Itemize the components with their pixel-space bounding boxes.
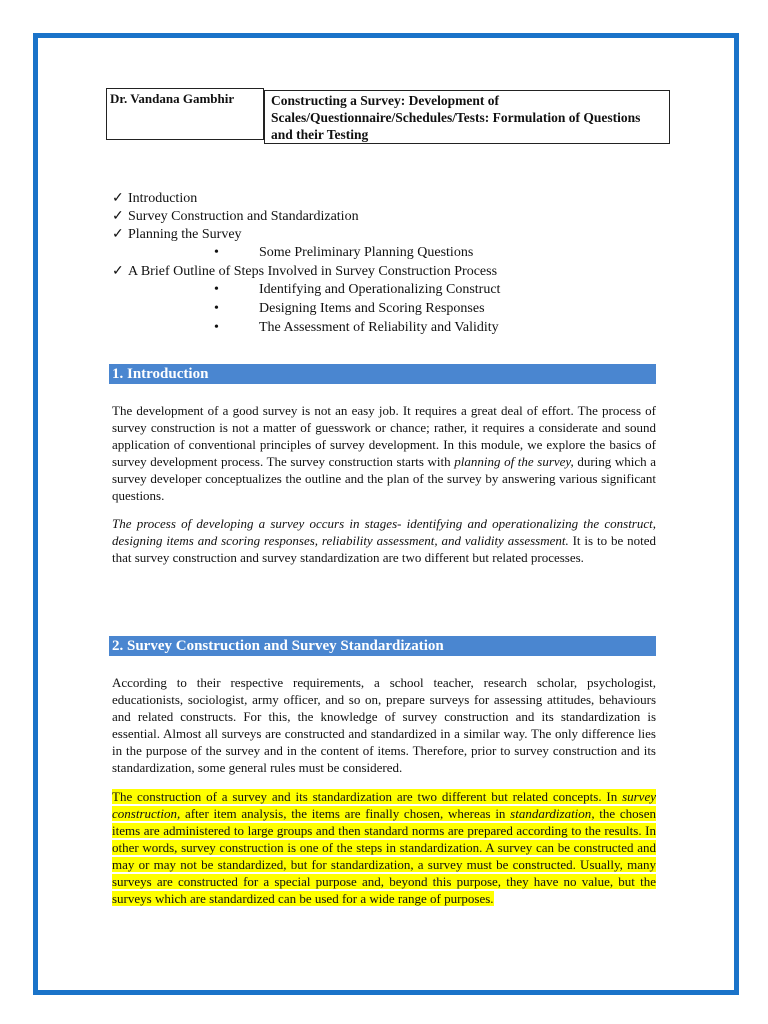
header-table: [106, 88, 670, 144]
toc-subitem-label: Identifying and Operationalizing Construct: [259, 282, 501, 297]
survey-construction-paragraph-1: According to their respective requirements, a school teacher, research scholar, psychologist, educationists, sociologist, army officer, and so on, prepare surveys for assessing attitudes, behaviours and related constructs. For this, the knowledge of survey construction and its standardization is essential. Almost all surveys are constructed and standardized in a similar way. The only difference lies in the purpose of the survey and in the content of items. Therefore, prior to survey construction and its standardization, some general rules must be considered.: [112, 675, 656, 775]
checkmark-icon: ✓: [112, 227, 124, 242]
toc-item-steps-outline: [112, 263, 672, 281]
checkmark-icon: ✓: [112, 264, 124, 279]
bullet-icon: •: [214, 301, 219, 316]
section-heading-introduction: 1. Introduction: [109, 364, 656, 384]
bullet-icon: •: [214, 282, 219, 297]
toc-item-label: Introduction: [128, 191, 198, 206]
survey-construction-paragraph-2-highlighted: The construction of a survey and its standardization are two different but related concepts. In survey construction, after item analysis, the items are finally chosen, whereas in standardization, the chosen items are administered to large groups and then standard norms are prepared according to the results. In other words, survey construction is one of the steps in standardization. A survey can be constructed and may or may not be standardized, but for standardization, a survey must be constructed. Usually, many surveys are constructed for a special purpose and, beyond this purpose, they have no value, but the surveys which are standardized can be used for a wide range of purposes.: [112, 789, 656, 906]
table-of-contents: [112, 190, 672, 338]
toc-item-label: Survey Construction and Standardization: [128, 209, 359, 224]
toc-subitem-designing-items: [112, 300, 672, 319]
toc-item-introduction: [112, 190, 672, 208]
bullet-icon: •: [214, 320, 219, 335]
introduction-paragraph-2: The process of developing a survey occurs in stages- identifying and operationalizing the construct, designing items and scoring responses, reliability assessment, and validity assessment. It is to be noted that survey construction and survey standardization are two different but related processes.: [112, 516, 656, 565]
toc-item-label: A Brief Outline of Steps Involved in Survey Construction Process: [128, 264, 498, 279]
introduction-paragraph-1: The development of a good survey is not an easy job. It requires a great deal of effort. The process of survey construction is not a matter of guesswork or chance; rather, it requires a considerate and sound application of conventional principles of survey development. In this module, we explore the basics of survey development process. The survey construction starts with planning of the survey, during which a survey developer conceptualizes the outline and the plan of the survey by answering various significant questions.: [112, 403, 656, 503]
toc-subitem-label: The Assessment of Reliability and Validity: [259, 320, 499, 335]
toc-item-survey-construction: [112, 208, 672, 226]
checkmark-icon: ✓: [112, 209, 124, 224]
checkmark-icon: ✓: [112, 191, 124, 206]
toc-subitem-identifying-construct: [112, 281, 672, 300]
section-heading-survey-construction: 2. Survey Construction and Survey Standardization: [109, 636, 656, 656]
toc-subitem-preliminary-questions: [112, 244, 672, 263]
toc-subitem-reliability-validity: [112, 319, 672, 338]
author-name: Dr. Vandana Gambhir: [106, 88, 264, 140]
toc-subitem-label: Designing Items and Scoring Responses: [259, 301, 485, 316]
bullet-icon: •: [214, 245, 219, 260]
document-title: Constructing a Survey: Development of Scales/Questionnaire/Schedules/Tests: Formulation of Questions and their Testing: [264, 90, 670, 144]
toc-subitem-label: Some Preliminary Planning Questions: [259, 245, 474, 260]
toc-item-label: Planning the Survey: [128, 227, 242, 242]
toc-item-planning: [112, 226, 672, 244]
